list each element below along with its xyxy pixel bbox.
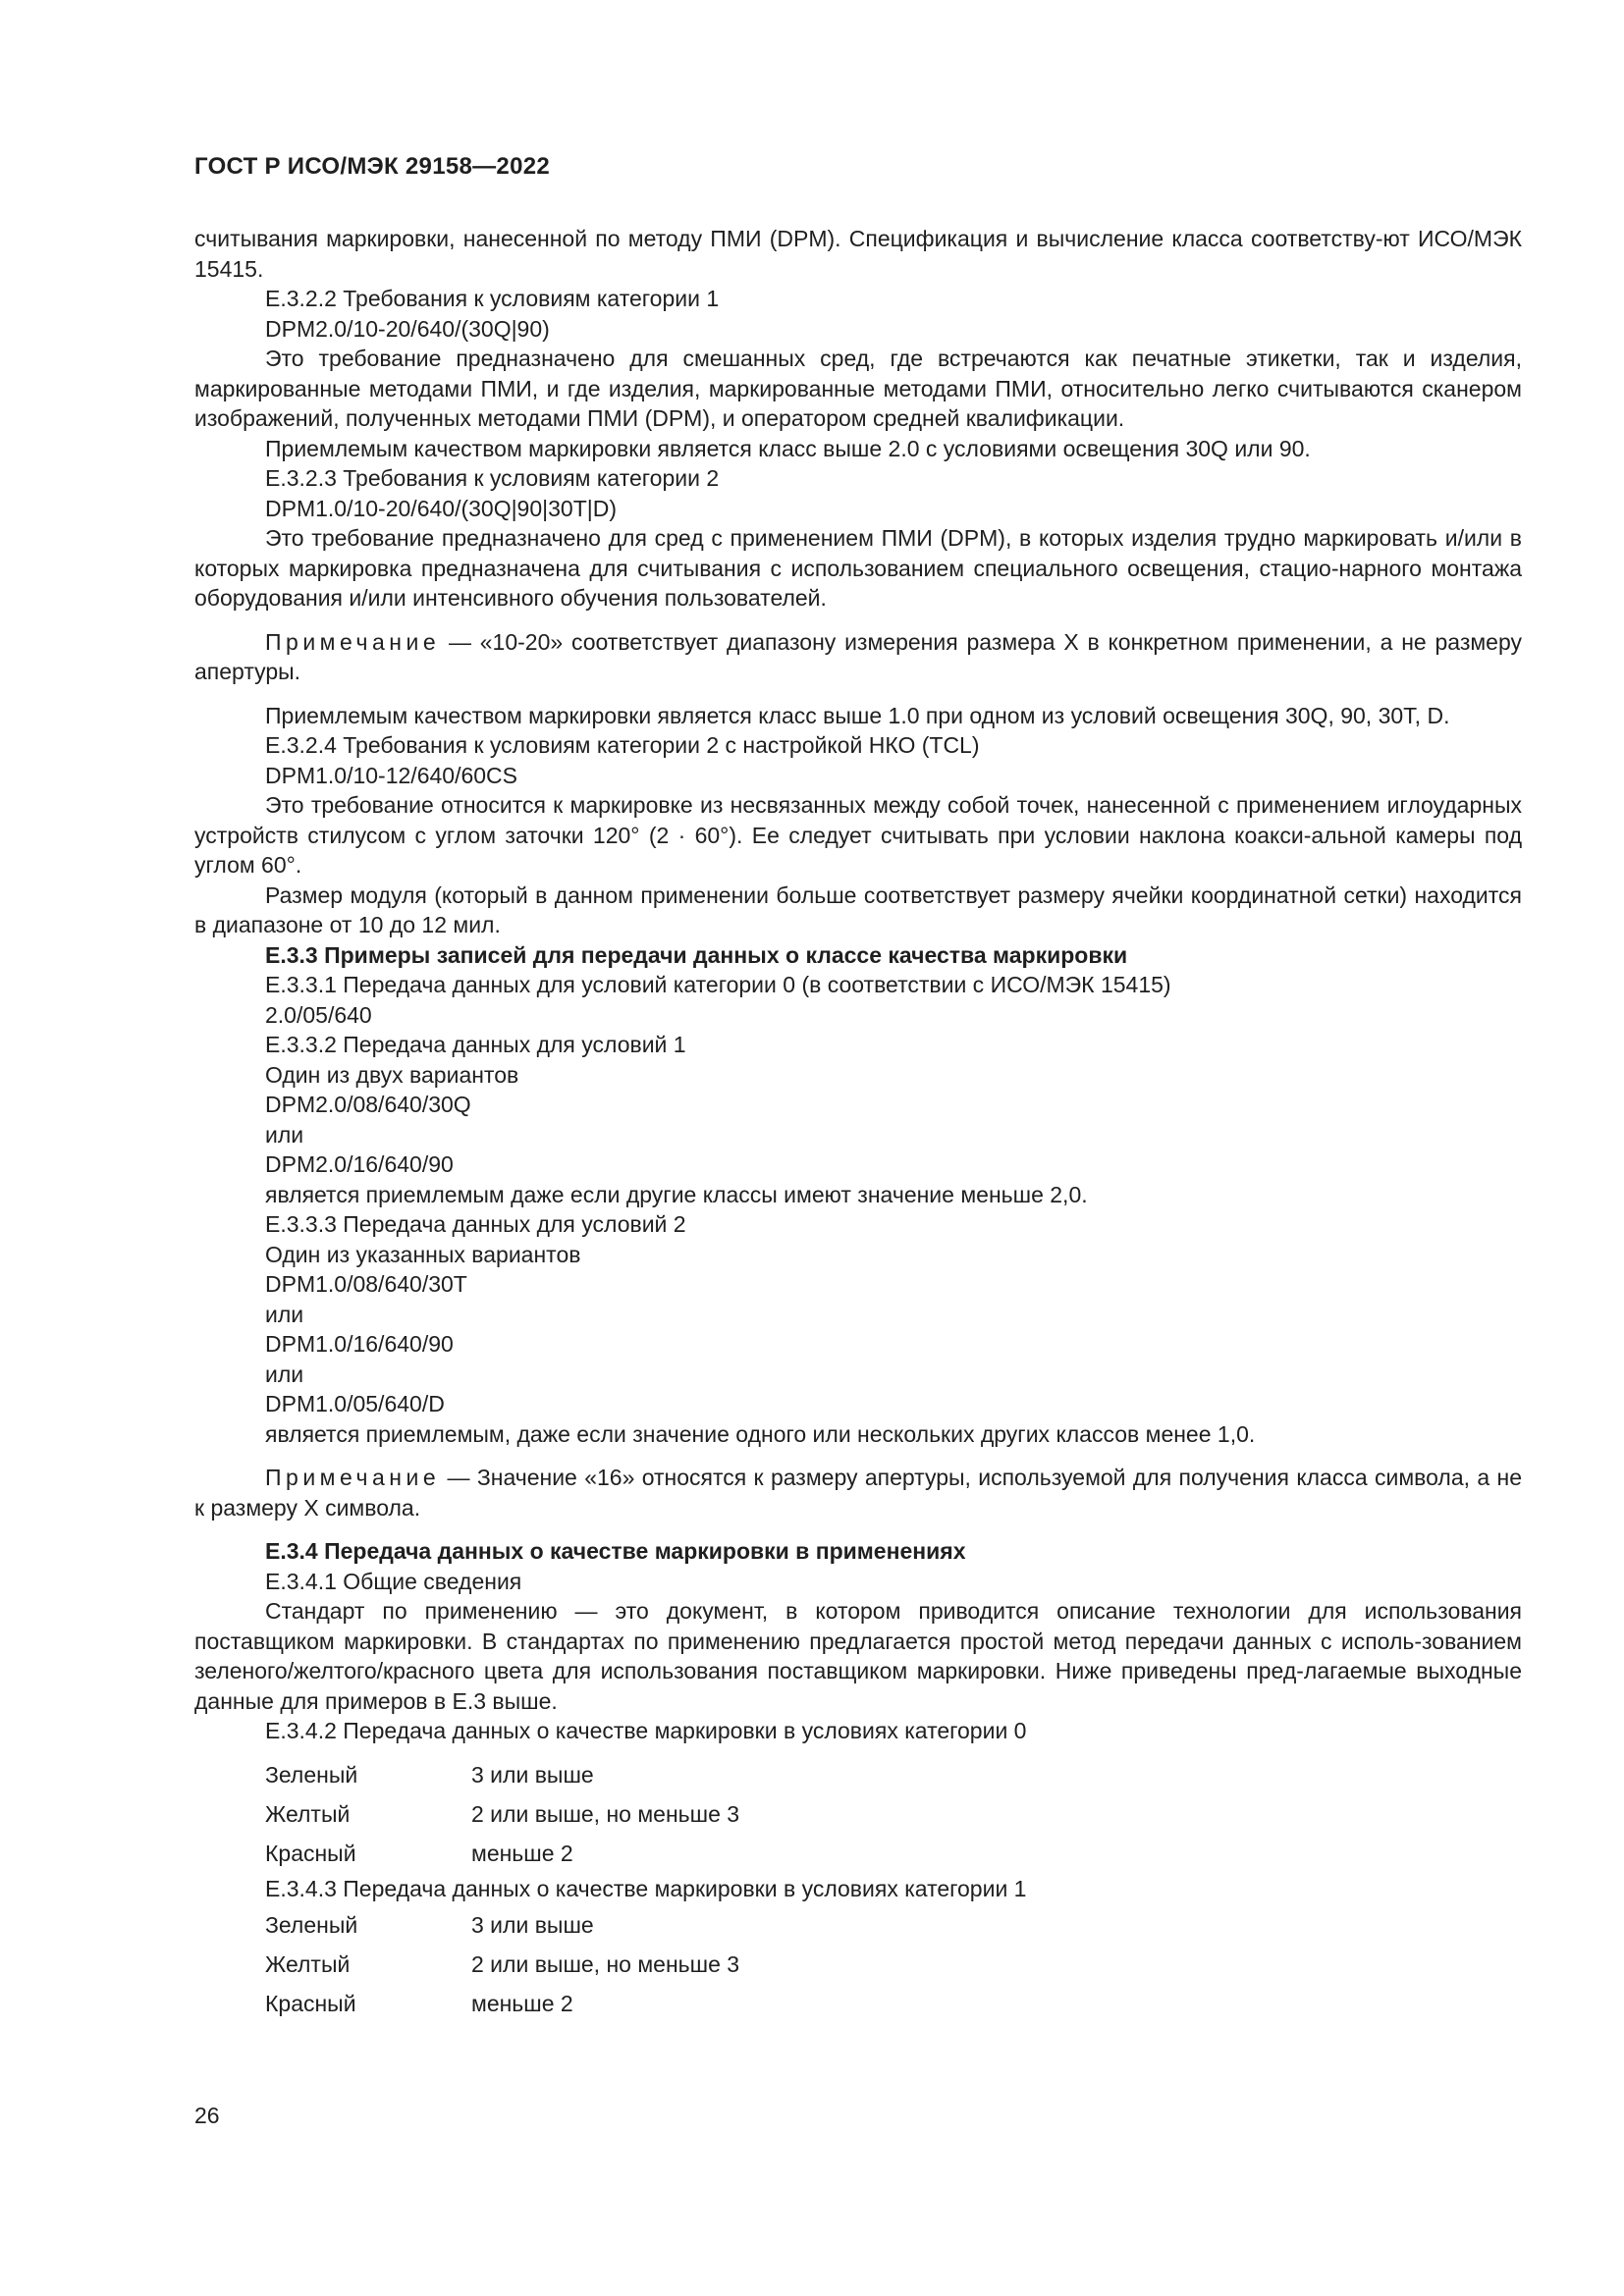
note-1-text: — «10-20» соответствует диапазону измерения размера X в конкретном применении, а не размеру апертуры. xyxy=(194,628,1522,684)
clause-e3-2-4-code: DPM1.0/10-12/640/60CS xyxy=(265,762,517,788)
clause-e3-2-2-text: Это требование предназначено для смешанных сред, где встречаются как печатные этикетки, так и изделия, маркированные методами ПМИ, и где изделия, маркированные методами ПМИ, относительно легко считываются сканером изображений, полученных методами ПМИ (DPM), и оператором средней квалификации. xyxy=(194,346,1522,431)
clause-e3-3-1-title: E.3.3.1 Передача данных для условий категории 0 (в соответствии с ИСО/МЭК 15415) xyxy=(265,972,1171,997)
clause-e3-2-3-title: E.3.2.3 Требования к условиям категории 2 xyxy=(265,465,720,491)
clause-e3-3-3-code-3: DPM1.0/05/640/D xyxy=(265,1391,445,1416)
table-cell-grade: меньше 2 xyxy=(471,1990,573,2016)
clause-e3-3-2-code-1: DPM2.0/08/640/30Q xyxy=(265,1092,471,1117)
table-cell-color: Красный xyxy=(265,1841,356,1867)
table-row xyxy=(265,1835,739,1874)
table-cell-grade: меньше 2 xyxy=(471,1841,573,1867)
or-separator-3: или xyxy=(265,1361,304,1387)
standard-header: ГОСТ Р ИСО/МЭК 29158—2022 xyxy=(194,153,551,180)
table-cell-grade: 3 или выше xyxy=(471,1911,594,1938)
table-row xyxy=(265,1795,739,1835)
note-1 xyxy=(194,627,1522,687)
clause-e3-2-3-text: Это требование предназначено для сред с применением ПМИ (DPM), в которых изделия трудно маркировать и/или в которых маркировка предназначена для считывания с использованием специального освещения, стацио-нарного монтажа оборудования и/или интенсивного обучения пользователей. xyxy=(194,525,1522,611)
clause-e3-2-3-code: DPM1.0/10-20/640/(30Q|90|30T|D) xyxy=(265,495,617,521)
table-row xyxy=(265,1945,739,1984)
clause-e3-3-3-code-2: DPM1.0/16/640/90 xyxy=(265,1331,454,1357)
section-e3-4-heading: E.3.4 Передача данных о качестве маркировки в применениях xyxy=(265,1538,966,1564)
table-cell-grade: 2 или выше, но меньше 3 xyxy=(471,1950,740,1977)
clause-e3-4-1-text: Стандарт по применению — это документ, в котором приводится описание технологии для использования поставщиком маркировки. В стандартах по применению предлагается простой метод передачи данных с исполь-зованием зеленого/желтого/красного цвета для использования поставщиком маркировки. Ниже приведены пред-лагаемые выходные данные для примеров в Е.3 выше. xyxy=(194,1598,1522,1714)
grade-table-category-0 xyxy=(265,1756,739,1874)
page-number: 26 xyxy=(194,2103,220,2128)
clause-e3-3-3-title: E.3.3.3 Передача данных для условий 2 xyxy=(265,1211,686,1237)
clause-e3-3-1-code: 2.0/05/640 xyxy=(265,1001,372,1028)
clause-e3-2-4-module: Размер модуля (который в данном применении больше соответствует размеру ячейки координатной сетки) находится в диапазоне от 10 до 12 мил. xyxy=(194,881,1522,937)
clause-e3-2-2-acceptable: Приемлемым качеством маркировки является класс выше 2.0 с условиями освещения 30Q или 90. xyxy=(265,435,1311,461)
clause-e3-3-2-code-2: DPM2.0/16/640/90 xyxy=(265,1151,454,1177)
table-cell-grade: 3 или выше xyxy=(471,1762,594,1789)
clause-e3-2-2-title: E.3.2.2 Требования к условиям категории 1 xyxy=(265,286,720,311)
clause-e3-4-1-title: E.3.4.1 Общие сведения xyxy=(265,1568,522,1594)
clause-e3-2-4-text: Это требование относится к маркировке из несвязанных между собой точек, нанесенной с применением иглоударных устройств стилусом с углом заточки 120° (2 · 60°). Ее следует считывать при условии наклона коакси-альной камеры под углом 60°. xyxy=(194,792,1522,878)
clause-e3-2-2-code: DPM2.0/10-20/640/(30Q|90) xyxy=(265,315,550,342)
table-cell-color: Зеленый xyxy=(265,1911,358,1938)
page-body xyxy=(194,224,1522,2023)
table-cell-color: Желтый xyxy=(265,1801,351,1828)
clause-e3-3-3-code-1: DPM1.0/08/640/30T xyxy=(265,1271,467,1297)
clause-e3-3-2-title: E.3.3.2 Передача данных для условий 1 xyxy=(265,1032,686,1057)
clause-e3-3-3-acceptable: является приемлемым, даже если значение одного или нескольких других классов менее 1,0. xyxy=(265,1420,1256,1447)
paragraph-continuation: считывания маркировки, нанесенной по методу ПМИ (DPM). Спецификация и вычисление класса соответству-ют ИСО/МЭК 15415. xyxy=(194,226,1522,282)
clause-e3-3-2-intro: Один из двух вариантов xyxy=(265,1061,519,1088)
table-cell-grade: 2 или выше, но меньше 3 xyxy=(471,1801,740,1828)
table-cell-color: Желтый xyxy=(265,1950,351,1977)
table-row xyxy=(265,1756,739,1795)
table-row xyxy=(265,1905,739,1945)
or-separator-1: или xyxy=(265,1121,304,1148)
note-2-label: Примечание xyxy=(265,1465,441,1490)
or-separator-2: или xyxy=(265,1301,304,1327)
note-1-label: Примечание xyxy=(265,628,441,655)
note-2-text: — Значение «16» относятся к размеру апертуры, используемой для получения класса символа, а не к размеру X символа. xyxy=(194,1465,1522,1521)
grade-table-category-1 xyxy=(265,1905,739,2023)
table-row xyxy=(265,1984,739,2023)
section-e3-3-heading: E.3.3 Примеры записей для передачи данных о классе качества маркировки xyxy=(265,941,1128,968)
clause-e3-3-2-acceptable: является приемлемым даже если другие классы имеют значение меньше 2,0. xyxy=(265,1181,1088,1207)
table-cell-color: Зеленый xyxy=(265,1762,358,1789)
clause-e3-2-4-title: E.3.2.4 Требования к условиям категории 2 с настройкой НКО (TCL) xyxy=(265,732,980,758)
note-2 xyxy=(194,1463,1522,1522)
clause-e3-2-3-acceptable: Приемлемым качеством маркировки является класс выше 1.0 при одном из условий освещения 30Q, 90, 30T, D. xyxy=(265,702,1450,728)
clause-e3-4-3-title: E.3.4.3 Передача данных о качестве маркировки в условиях категории 1 xyxy=(265,1875,1027,1901)
clause-e3-3-3-intro: Один из указанных вариантов xyxy=(265,1241,581,1267)
clause-e3-4-2-title: E.3.4.2 Передача данных о качестве маркировки в условиях категории 0 xyxy=(265,1718,1027,1743)
table-cell-color: Красный xyxy=(265,1990,356,2016)
